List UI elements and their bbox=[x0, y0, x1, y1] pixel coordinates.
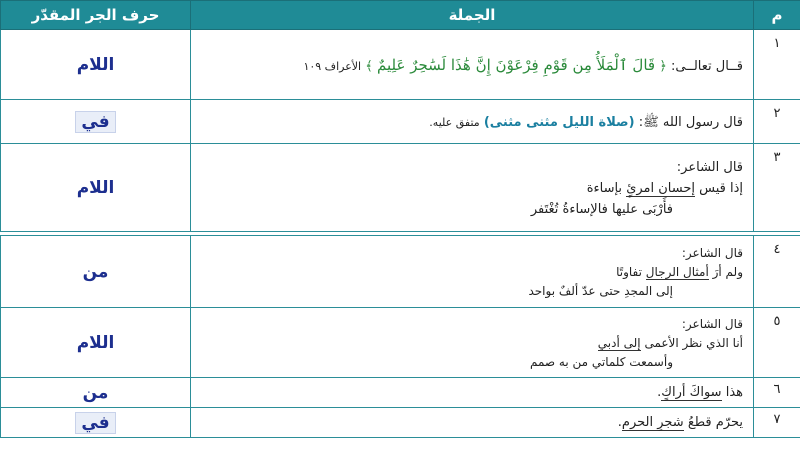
preposition-answer bbox=[1, 100, 191, 144]
preposition-highlight: في bbox=[75, 111, 115, 133]
row-sentence bbox=[191, 30, 754, 100]
row-number: ١ bbox=[754, 30, 800, 100]
header-number: م bbox=[754, 1, 800, 30]
underlined-phrase: أمثال الرجال bbox=[645, 265, 709, 279]
row-sentence bbox=[191, 100, 754, 144]
row-sentence bbox=[191, 236, 754, 308]
table-row bbox=[1, 378, 800, 408]
row-number: ٤ bbox=[754, 236, 800, 308]
verse-line-1 bbox=[201, 263, 743, 282]
verse-text: إذا قيس bbox=[699, 181, 743, 196]
row-sentence bbox=[191, 378, 754, 408]
row-number: ٢ bbox=[754, 100, 800, 144]
verse-text: تفاوتًا bbox=[616, 265, 642, 279]
table-row bbox=[1, 144, 800, 232]
verse-line-2: فأَرْبَى عليها فالإساءةُ تُغْتَفر bbox=[530, 202, 673, 217]
poet-intro: قال الشاعر: bbox=[676, 160, 743, 175]
row-number: ٥ bbox=[754, 308, 800, 378]
verse-line-1 bbox=[201, 178, 743, 199]
poet-intro: قال الشاعر: bbox=[681, 317, 743, 331]
verse-reference: الأعراف ١٠٩ bbox=[303, 59, 362, 73]
preposition-answer: من bbox=[1, 378, 191, 408]
preposition-answer: اللام bbox=[1, 308, 191, 378]
sentence-text: . bbox=[617, 415, 622, 430]
table-header-row bbox=[1, 1, 800, 30]
verse-line-1 bbox=[201, 334, 743, 353]
underlined-phrase: شجرِ الحرم bbox=[621, 415, 684, 430]
underlined-phrase: إلى أدبي bbox=[597, 336, 641, 350]
verse-line-2: وأسمعت كلماتي من به صمم bbox=[529, 355, 673, 369]
underlined-phrase: إحسان امرئٍ bbox=[626, 181, 695, 196]
hadith-source: متفق عليه. bbox=[429, 116, 480, 129]
table-row bbox=[1, 308, 800, 378]
table-row bbox=[1, 30, 800, 100]
verse-text: ولم أرَ bbox=[712, 265, 743, 279]
preposition-answer: اللام bbox=[1, 30, 191, 100]
row-number: ٣ bbox=[754, 144, 800, 232]
row-sentence bbox=[191, 144, 754, 232]
verse-text: بإساءة bbox=[586, 181, 623, 196]
underlined-phrase: سواكَ أراكٍ bbox=[661, 385, 722, 400]
sentence-text: . bbox=[657, 385, 662, 400]
quran-verse: قَالَ ٱلْمَلَأُ مِن قَوْمِ فِرْعَوْنَ إِنَّ هَٰذَا لَسَٰحِرٌ عَلِيمٌ bbox=[377, 55, 656, 74]
quran-bracket-open: ﴿ bbox=[659, 58, 667, 74]
preposition-answer: اللام bbox=[1, 144, 191, 232]
row-sentence bbox=[191, 308, 754, 378]
sentence-text: يحرّم قطعُ bbox=[687, 415, 743, 430]
preposition-answer bbox=[1, 408, 191, 438]
preposition-answer: من bbox=[1, 236, 191, 308]
preposition-highlight: في bbox=[75, 412, 115, 434]
row-sentence bbox=[191, 408, 754, 438]
poet-intro: قال الشاعر: bbox=[681, 246, 743, 260]
quote-intro: قال رسول الله ﷺ: bbox=[638, 115, 743, 130]
hadith-text: (صلاة الليل مثنى مثنى) bbox=[483, 115, 635, 130]
table-row bbox=[1, 408, 800, 438]
header-preposition: حرف الجر المقدّر bbox=[1, 1, 191, 30]
row-number: ٧ bbox=[754, 408, 800, 438]
header-sentence: الجملة bbox=[191, 1, 754, 30]
table-row bbox=[1, 100, 800, 144]
sentence-text: هذا bbox=[725, 385, 743, 400]
row-number: ٦ bbox=[754, 378, 800, 408]
table-row bbox=[1, 236, 800, 308]
verse-text: أنا الذي نظر الأعمى bbox=[644, 336, 743, 350]
verse-line-2: إلى المجدِ حتى عدّ ألفٌ بواحد bbox=[528, 284, 673, 298]
quran-bracket-close: ﴾ bbox=[365, 58, 373, 74]
quote-intro: قــال تعالــى: bbox=[670, 58, 743, 74]
